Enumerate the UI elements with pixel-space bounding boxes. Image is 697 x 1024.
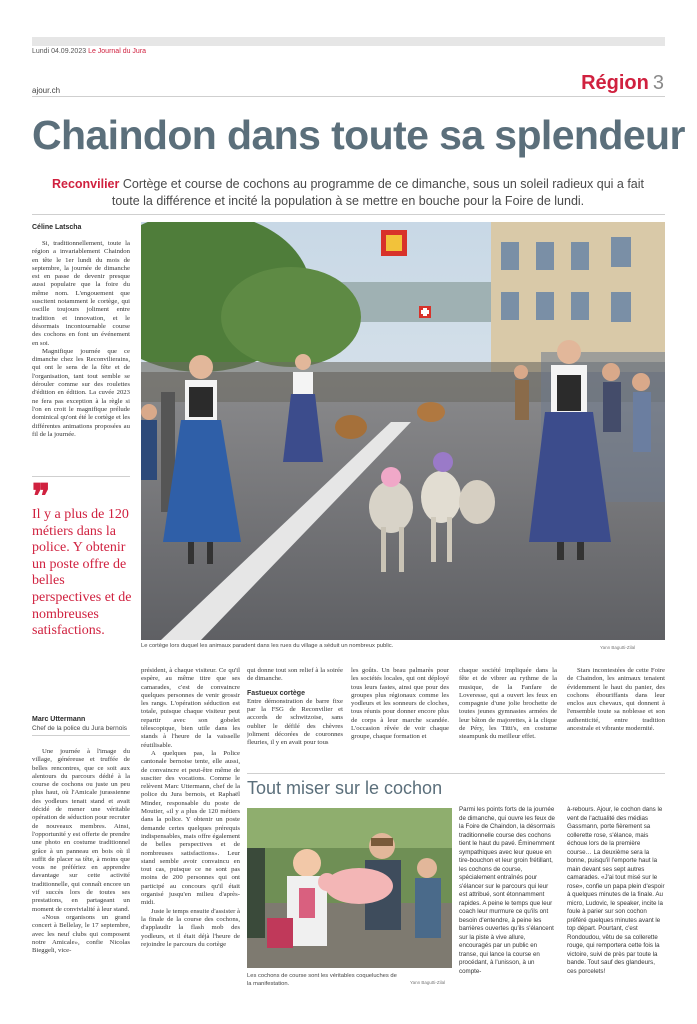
- body-column-1-paragraph-2: A quelques pas, la Police cantonale bernoise tente, elle aussi, de convaincre et peut-être même de susciter des vocations. Comme le relèvent Marc Uttermann, chef de la police du Jura bernois, et Raphaël Minder, responsable du poste de Moutier, «il y a plus de 120 métiers dans la police. Y obtenir un poste demande certes quelques prérequis indispensables, mais offre également de belles perspectives et de nombreuses satisfactions». Leur stand semble avoir convaincu en tout cas, puisque ce ne sont pas moins de 200 personnes qui ont participé au concours qu'il était organisé jusqu'en milieu d'après-midi.: [141, 749, 240, 907]
- body-column-2-paragraph-1: qui donne tout son relief à la soirée de dimanche.: [247, 667, 343, 683]
- body-column-3-paragraph: les goûts. Un beau palmarès pour les sociétés locales, qui ont déployé tous leurs fastes, ainsi que pour des groupes plus régionaux comme les yodleurs et les sonneurs de cloches, tous réunis pour donner encore plus de corps à leur marche scandée. L'occasion rêvée de voir chaque groupe, chaque formation et: [351, 667, 449, 741]
- body-column-4: [459, 667, 557, 767]
- author: Céline Latscha: [32, 224, 82, 231]
- dateline: [32, 48, 146, 55]
- body-column-5: [567, 667, 665, 767]
- deck-divider: [32, 214, 665, 215]
- section-label: [581, 72, 664, 95]
- quote-bottom-rule: [32, 735, 130, 736]
- pull-quote: Il y a plus de 120 métiers dans la police. Y obtenir un poste offre de belles perspectives et de nombreuses satisfactions.: [32, 507, 132, 639]
- main-photo-caption: Le cortège lors duquel les animaux paradent dans les rues du village a séduit un nombreux public.: [141, 643, 394, 649]
- body-column-5-paragraph: Stars incontestées de cette Foire de Chaindon, les animaux tenaient évidemment le haut du panier, des cochons ébouriffants dans leur enclos aux chevaux, qui donnent à l'ensemble toute sa noblesse et son authenticité, entre tradition ancestrale et vibrante modernité.: [567, 667, 665, 733]
- parade-photo-illustration: [141, 222, 665, 640]
- pig-photo-caption: Les cochons de course sont les véritables coqueluches de la manifestation.: [247, 973, 397, 987]
- body-column-1-paragraph-1: président, à chaque visiteur. Ce qu'il espère, au même titre que ses camarades, c'est de convaincre quelques personnes de venir grossir les rangs. L'opération séduction est totale, puisque chaque visiteur peut repartir avec son gobelet télescopique, bien utile dans les stands à l'heure de la vaisselle réutilisable.: [141, 667, 240, 749]
- pig-photo-illustration: [247, 808, 452, 968]
- sidebar-column-1: Parmi les points forts de la journée de dimanche, qui ouvre les feux de la Foire de Chaindon, la désormais traditionnelle course des cochons tient le haut du pavé. Éminemment sympathiques avec leur queue en tire-bouchon et leur groin frétillant, les cochons de course, spécialement entraînés pour s'élancer sur le parcours qui leur est attribué, sont étonnamment rapides. A peine le temps que leur coach leur murmure ce qu'ils ont besoin d'entendre, à peine les barrières ouvertes qu'ils s'élancent sur la piste à vive allure, encouragés par un public en transe, qui lance la course en procédant, à l'unisson, à un compte-: [459, 806, 555, 975]
- intro-paragraph-2: Magnifique journée que ce dimanche chez les Reconvilierains, qui ont le sens de la fête et de l'organisation, tant tout semble se dérouler comme sur des roulettes d'édition en édition. La cuvée 2023 ne fera pas exception à la règle si l'on en croit le magnifique prélude dominical qu'ont été le cortège et les différentes animations proposées au fil de la journée.: [32, 347, 130, 438]
- intro-column: [32, 240, 130, 478]
- deck-text: Cortège et course de cochons au programme de ce dimanche, sous un soleil radieux qui a fait toute la différence et incité la population à se mettre en bouche pour la Foire de lundi.: [111, 177, 644, 208]
- intro-paragraph-1: Si, traditionnellement, toute la région a invariablement Chaindon en tête le 1er lundi du mois de septembre, la journée de dimanche est en passe de devenir presque aussi populaire que la foire du même nom. L'engouement que suscitent notamment le cortège, qui oscille toujours joliment entre tradition et innovation, et le désormais incontournable course des cochons en font un événement en soi.: [32, 240, 130, 347]
- body-column-1: [141, 667, 240, 1007]
- issue-date: Lundi 04.09.2023: [32, 48, 87, 55]
- paper-name: Le Journal du Jura: [88, 48, 147, 55]
- pig-photo: [247, 808, 452, 968]
- kicker: Reconvilier: [51, 177, 120, 191]
- headline: Chaindon dans toute sa splendeur: [32, 112, 685, 158]
- body-column-1-paragraph-3: Juste le temps ensuite d'assister à la finale de la course des cochons, d'applaudir la flash mob des yodleurs, et il était déjà l'heure de rejoindre le parcours du cortège: [141, 907, 240, 948]
- body-column-3: [351, 667, 449, 767]
- main-photo: [141, 222, 665, 640]
- yodel-paragraph: Une journée à l'image du village, généreuse et truffée de belles rencontres, que ce soit aux alentours du parcours dédié à la course de cochons ou juste un peu plus haut, où l'Amicale jurassienne des yodleurs tenait stand et avait décidé de mener une véritable opération de séduction pour recruter de nouveaux membres. Ainsi, l'opportunité y est offerte de prendre une photo en costume traditionnel grâce à un panneau en bois où il suffit de placer sa tête, à moins que vous ne préfériez en apprendre davantage sur cette activité traditionnelle, qui connaît encore un vif succès lors de toutes ses prestations, en partageant un moment de convivialité à leur stand.: [32, 748, 130, 913]
- sidebar-title: Tout miser sur le cochon: [247, 778, 443, 798]
- sidebar-column-2: à-rebours. Ajour, le cochon dans le vent de l'actualité des médias Gassmann, porte fièrement sa collerette rose, s'élance, mais échoue lors de la première course… La deuxième sera la bonne, puisqu'il l'emporte haut la main devant ses sept autres camarades. «J'ai tout misé sur le rose», confie un papa plein d'espoir à quelques minutes de la finale. Au micro, Ludovic, le speaker, incite la foule à parier sur son cochon préféré quelques minutes avant le top départ. Pourtant, c'est Rondoudou, vêtu de sa collerette rouge, qui remportera cette fois la victoire, suivi de près par toute la bande. Tout sauf des glandeurs, ces porcelets!: [567, 806, 665, 975]
- top-bar: [32, 37, 665, 46]
- section-name: Région: [581, 72, 649, 94]
- body-column-4-paragraph: chaque société impliquée dans la fête et de vibrer au rythme de la musique, de la Fanfare de Loveresse, qui a ouvert les feux en compagnie d'une jolie brochette de toutes jeunes gymnastes armées de leur bâton de majorettes, à la clique de Péry, les Titti's, en costume steampunk du meilleur effet.: [459, 667, 557, 741]
- body-column-2-paragraph-2: Entre démonstration de barre fixe par la FSG de Reconvilier et accords de schwitzoise, sans oublier le défilé des chèvres joliment décorées de couronnes fleuries, il y en avait pour tous: [247, 697, 343, 747]
- site-url[interactable]: ajour.ch: [32, 86, 61, 95]
- quote-mark-icon: ❞: [32, 478, 51, 516]
- pig-photo-credit: Yann Bagutti-Zilal: [410, 980, 446, 985]
- page-number: 3: [652, 72, 664, 94]
- subhead-cortege: Fastueux cortège: [247, 689, 305, 697]
- sidebar-top-rule: [247, 773, 665, 774]
- quote-top-rule: [32, 476, 130, 477]
- quote-author: Marc Uttermann: [32, 716, 86, 723]
- left-lower-column: [32, 748, 130, 1003]
- concert-paragraph: «Nous organisons un grand concert à Bellelay, le 17 septembre, avec les neuf clubs qui composent notre Amicale», confie Nicolas Bieggeli, vice-: [32, 913, 130, 955]
- body-column-2: [247, 667, 343, 767]
- header-divider: [32, 96, 665, 97]
- main-photo-credit: Yann Bagutti-Zilal: [600, 645, 636, 650]
- deck: [48, 176, 648, 210]
- quote-role: Chef de la police du Jura bernois: [32, 725, 128, 732]
